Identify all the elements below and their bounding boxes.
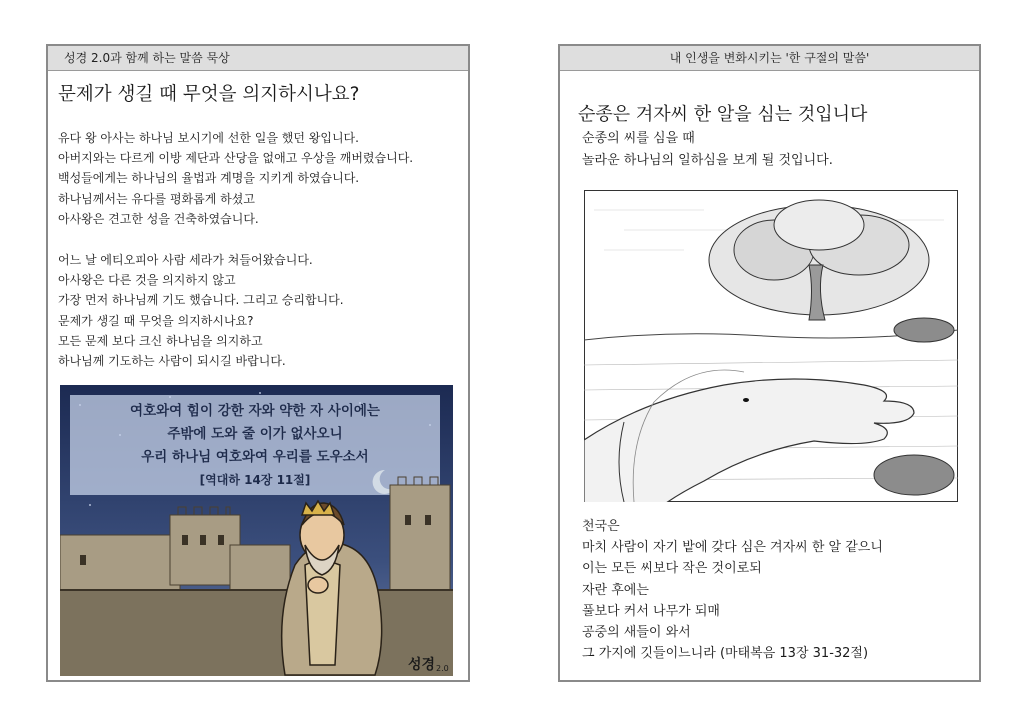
cartoon-signature: 성경 <box>408 657 436 673</box>
text-line: 자란 후에는 <box>582 582 649 598</box>
text-line: 그 가지에 깃들이느니라 (마태복음 13장 31-32절) <box>582 646 869 662</box>
banner-line: 주밖에 도와 줄 이가 없사오니 <box>167 426 343 442</box>
text-line: 모든 문제 보다 크신 하나님을 의지하고 <box>58 333 263 348</box>
cartoon-signature-number: 2.0 <box>436 664 449 673</box>
text-line: 유다 왕 아사는 하나님 보시기에 선한 일을 했던 왕입니다. <box>58 131 359 145</box>
text-line: 공중의 새들이 와서 <box>582 625 691 641</box>
left-paragraph-1 <box>58 128 413 229</box>
text-line: 풀보다 커서 나무가 되매 <box>582 603 720 619</box>
text-line: 하나님께서는 유다를 평화롭게 하셨고 <box>58 191 255 206</box>
left-paragraph-2 <box>58 250 344 371</box>
banner-line: 여호와여 힘이 강한 자와 약한 자 사이에는 <box>130 403 380 419</box>
text-line: 아버지와는 다르게 이방 제단과 산당을 없애고 우상을 깨버렸습니다. <box>58 151 414 166</box>
right-title: 순종은 겨자씨 한 알을 심는 것입니다 <box>578 104 868 125</box>
mustard-tree-illustration <box>584 190 958 502</box>
text-line: 어느 날 에티오피아 사람 세라가 쳐들어왔습니다. <box>58 253 313 267</box>
text-line: 문제가 생길 때 무엇을 의지하시나요? <box>58 313 254 328</box>
banner-reference: [역대하 14장 11절] <box>199 473 311 487</box>
text-line: 하나님께 기도하는 사람이 되시길 바랍니다. <box>58 354 286 369</box>
praying-king-cartoon <box>60 385 453 676</box>
text-line: 순종의 씨를 심을 때 <box>582 131 695 146</box>
right-subtitle <box>582 128 833 172</box>
right-panel <box>558 44 981 682</box>
text-line: 백성들에게는 하나님의 율법과 계명을 지키게 하였습니다. <box>58 171 360 186</box>
text-line: 놀라운 하나님의 일하심을 보게 될 것입니다. <box>582 153 833 168</box>
text-line: 아사왕은 다른 것을 의지하지 않고 <box>58 273 236 288</box>
text-line: 아사왕은 견고한 성을 건축하였습니다. <box>58 211 259 226</box>
right-panel-header: 내 인생을 변화시키는 '한 구절의 말씀' <box>560 46 979 71</box>
left-panel <box>46 44 470 682</box>
banner-line: 우리 하나님 여호와여 우리를 도우소서 <box>141 449 369 465</box>
text-line: 천국은 <box>582 519 620 534</box>
text-line: 이는 모든 씨보다 작은 것이로되 <box>582 561 762 577</box>
left-panel-header: 성경 2.0과 함께 하는 말씀 묵상 <box>48 46 468 71</box>
right-verse <box>582 516 883 664</box>
text-line: 가장 먼저 하나님께 기도 했습니다. 그리고 승리합니다. <box>58 293 344 308</box>
left-title: 문제가 생길 때 무엇을 의지하시나요? <box>58 84 360 105</box>
text-line: 마치 사람이 자기 밭에 갖다 심은 겨자씨 한 알 같으니 <box>582 540 883 556</box>
